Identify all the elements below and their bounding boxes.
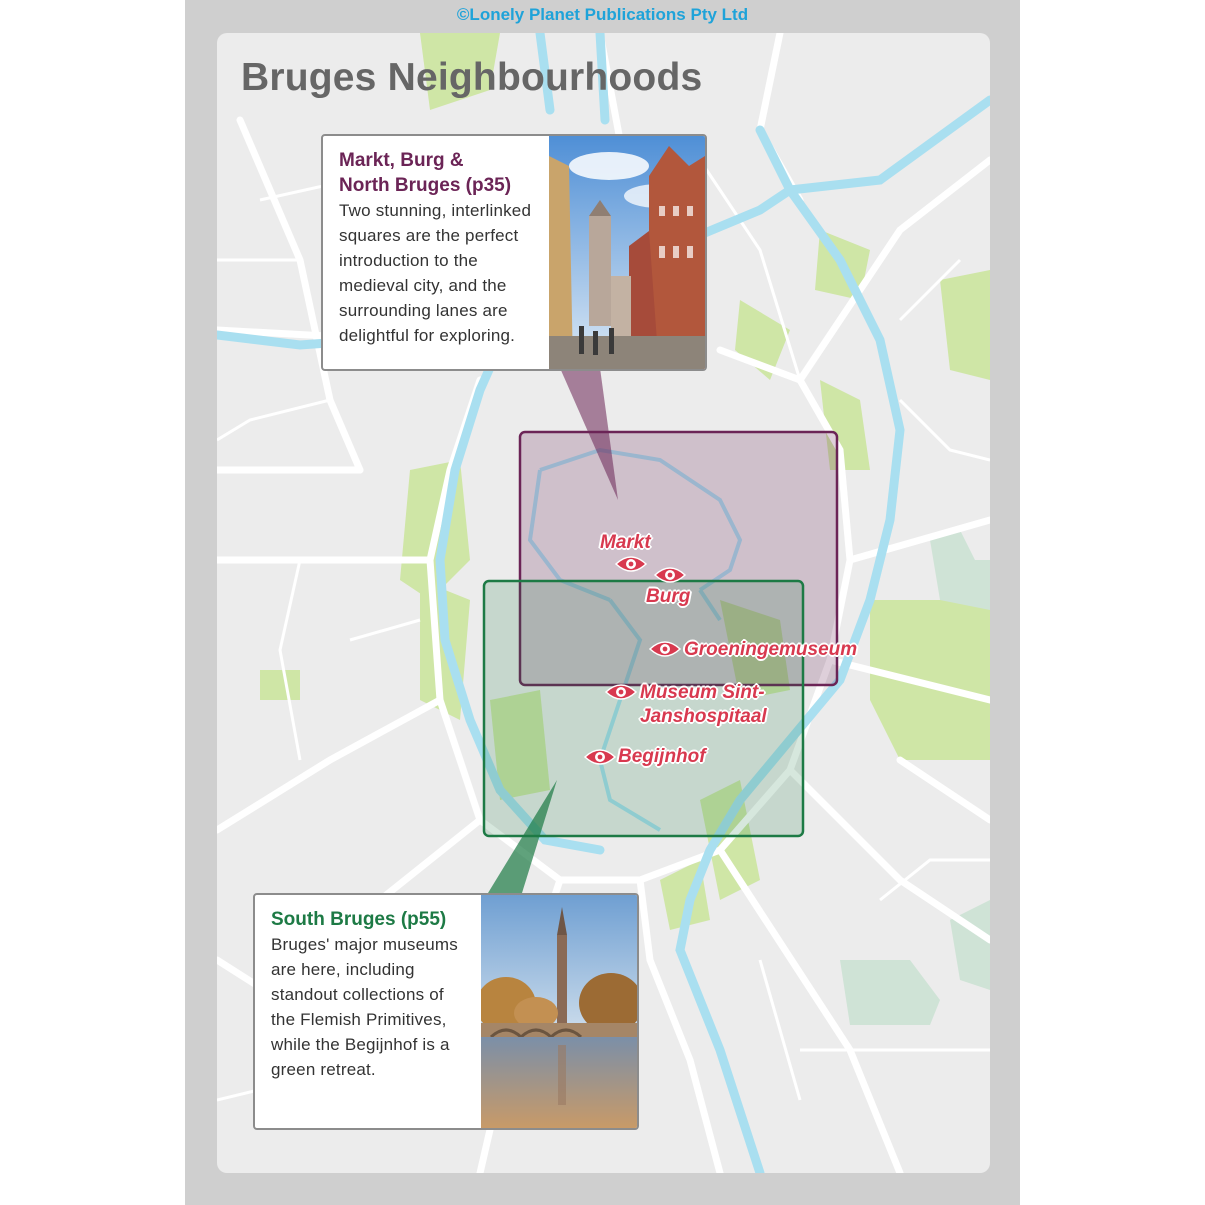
sight-label-burg[interactable]: Burg [646,586,691,607]
eye-icon[interactable] [584,746,616,768]
copyright-notice: ©Lonely Planet Publications Pty Ltd [456,5,749,24]
neighbourhood-card-south[interactable] [253,893,639,1130]
card-text [339,148,531,348]
eye-icon[interactable] [605,681,637,703]
street-with-belfry-photo [549,136,705,369]
card-description-line: are here, including [271,960,415,979]
neighbourhood-card-north[interactable] [321,134,707,371]
card-description-line: the Flemish Primitives, [271,1010,447,1029]
card-description-line: introduction to the [339,251,478,270]
eye-icon[interactable] [649,638,681,660]
card-description-line: Bruges' major museums [271,935,458,954]
card-description-line: green retreat. [271,1060,376,1079]
card-heading-line2: North Bruges (p35) [339,175,512,196]
card-description-line: medieval city, and the [339,276,507,295]
sight-label-markt[interactable]: Markt [600,532,651,553]
card-description-line: Two stunning, interlinked [339,201,532,220]
card-description-line: delightful for exploring. [339,326,516,345]
card-text [271,907,458,1082]
card-heading: South Bruges (p55) [271,909,447,930]
card-description-line: standout collections of [271,985,444,1004]
church-and-canal-photo [481,895,637,1128]
card-description-line: squares are the perfect [339,226,519,245]
sight-label-sint-janshospitaal-line1[interactable]: Museum Sint- [640,682,765,703]
card-heading-line1: Markt, Burg & [339,150,464,171]
sight-label-groeningemuseum[interactable]: Groeningemuseum [684,639,858,660]
card-description-line: surrounding lanes are [339,301,508,320]
card-description-line: while the Begijnhof is a [271,1035,450,1054]
eye-icon[interactable] [654,564,686,586]
sight-label-sint-janshospitaal-line2[interactable]: Janshospitaal [640,706,767,727]
sight-label-begijnhof[interactable]: Begijnhof [618,746,706,767]
page-title: Bruges Neighbourhoods [241,56,703,99]
eye-icon[interactable] [615,553,647,575]
